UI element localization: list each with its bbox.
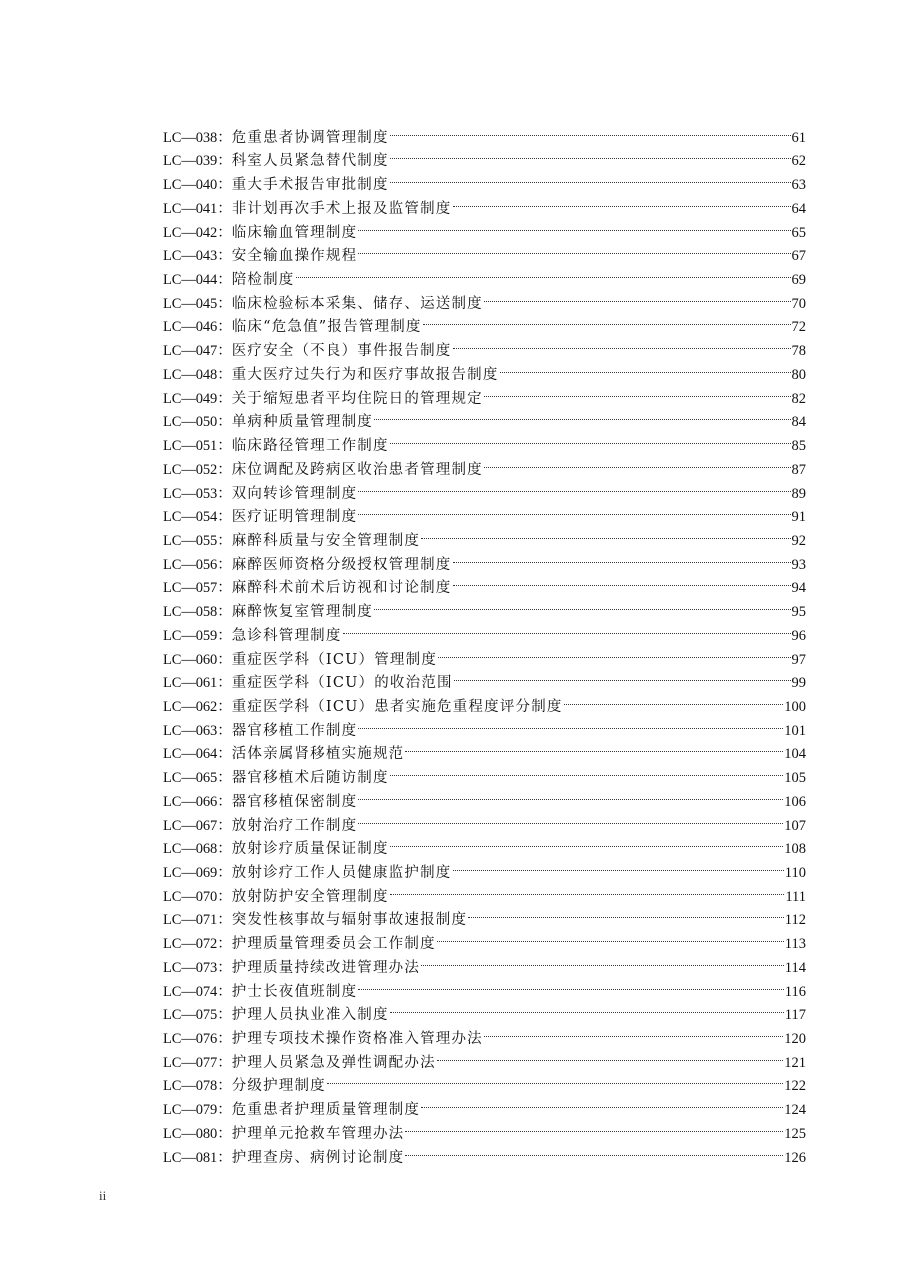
toc-entry-title: 麻醉恢复室管理制度 [231, 604, 373, 621]
toc-dot-leader [390, 877, 785, 901]
toc-entry-separator: ： [217, 1031, 232, 1048]
toc-entry-code: LC—077 [163, 1054, 218, 1071]
toc-entry-page-number: 72 [791, 319, 806, 336]
toc-entry-separator: ： [217, 1078, 232, 1095]
toc-entry-code: LC—067 [163, 817, 218, 834]
toc-entry-page-number: 99 [791, 675, 806, 692]
toc-entry-separator: ： [217, 936, 232, 953]
toc-entry-page-number: 92 [791, 532, 806, 549]
toc-entry-page-number: 114 [784, 959, 806, 976]
toc-entry-title: 非计划再次手术上报及监管制度 [231, 200, 452, 217]
toc-entry-title: 陪检制度 [231, 272, 295, 289]
toc-entry-separator: ： [217, 817, 232, 834]
toc-entry-code: LC—076 [163, 1031, 218, 1048]
toc-dot-leader [374, 403, 791, 427]
toc-dot-leader [453, 189, 791, 213]
toc-entry-separator: ： [217, 438, 232, 455]
toc-entry-separator: ： [217, 461, 232, 478]
toc-entry-title: 放射诊疗工作人员健康监护制度 [231, 865, 452, 881]
toc-entry-code: LC—046 [163, 319, 218, 336]
toc-entry-title: 放射防护安全管理制度 [231, 888, 389, 905]
toc-entry-code: LC—072 [163, 936, 218, 953]
toc-entry-page-number: 87 [791, 461, 806, 478]
toc-entry-page-number: 104 [784, 746, 806, 763]
toc-entry-title: 双向转诊管理制度 [231, 485, 358, 502]
toc-dot-leader [358, 972, 783, 996]
toc-entry-title: 临床路径管理工作制度 [231, 438, 389, 455]
toc-entry-page-number: 63 [791, 177, 806, 194]
toc-entry-page-number: 80 [791, 366, 806, 383]
toc-entry-code: LC—075 [163, 1007, 218, 1024]
toc-entry-page-number: 122 [784, 1078, 806, 1095]
toc-entry-page-number: 93 [791, 556, 806, 573]
toc-entry-page-number: 85 [791, 438, 806, 455]
toc-entry-page-number: 67 [791, 248, 806, 265]
toc-dot-leader [421, 521, 790, 545]
toc-dot-leader [421, 948, 784, 972]
toc-entry-code: LC—073 [163, 959, 218, 976]
toc-entry-code: LC—065 [163, 770, 218, 787]
toc-entry-page-number: 105 [784, 770, 806, 787]
toc-dot-leader [390, 118, 791, 142]
toc-entry-code: LC—054 [163, 509, 218, 526]
toc-entry-page-number: 116 [784, 983, 806, 1000]
toc-entry-separator: ： [217, 1125, 232, 1142]
toc-dot-leader [484, 379, 791, 403]
toc-entry-code: LC—070 [163, 888, 218, 905]
toc-dot-leader [358, 806, 783, 830]
toc-entry-code: LC—066 [163, 793, 218, 810]
toc-entry-title: 放射治疗工作制度 [231, 817, 358, 834]
toc-entry-code: LC—071 [163, 912, 218, 929]
toc-entry-separator: ： [217, 509, 232, 526]
toc-dot-leader [453, 569, 791, 593]
toc-entry-code: LC—080 [163, 1125, 218, 1142]
toc-entry-separator: ： [217, 722, 232, 739]
toc-entry-title: 护理专项技术操作资格准入管理办法 [231, 1031, 483, 1048]
toc-entry-separator: ： [217, 1149, 232, 1166]
toc-entry-page-number: 117 [784, 1007, 806, 1024]
toc-entry-title: 护士长夜值班制度 [231, 983, 358, 1000]
toc-entry-page-number: 113 [784, 936, 806, 953]
toc-entry-separator: ： [217, 746, 232, 763]
toc-entry-separator: ： [217, 272, 232, 289]
toc-entry-separator: ： [217, 414, 232, 431]
toc-entry-separator: ： [217, 556, 232, 573]
toc-dot-leader [484, 450, 791, 474]
toc-dot-leader [358, 711, 783, 735]
toc-dot-leader [438, 640, 790, 664]
toc-entry-title: 重症医学科（ICU）患者实施危重程度评分制度 [231, 698, 563, 715]
toc-entry-title: 临床检验标本采集、储存、运送制度 [231, 295, 483, 312]
toc-entry-separator: ： [217, 888, 232, 905]
toc-dot-leader [296, 260, 791, 284]
toc-dot-leader [454, 664, 791, 688]
toc-dot-leader [500, 355, 791, 379]
toc-dot-leader [358, 213, 790, 237]
toc-entry-title: 重症医学科（ICU）的收治范围 [231, 675, 453, 692]
toc-entry-title: 急诊科管理制度 [231, 627, 342, 644]
toc-entry-separator: ： [217, 224, 232, 241]
toc-entry-title: 放射诊疗质量保证制度 [231, 841, 389, 858]
toc-entry-title: 临床“危急值”报告管理制度 [231, 319, 422, 336]
toc-dot-leader [423, 308, 791, 332]
toc-entry-title: 医疗安全（不良）事件报告制度 [231, 343, 452, 360]
toc-dot-leader [390, 426, 791, 450]
toc-entry-code: LC—050 [163, 414, 218, 431]
toc-dot-leader [421, 1090, 783, 1114]
toc-entry-separator: ： [217, 983, 232, 1000]
toc-dot-leader [343, 616, 791, 640]
toc-entry-title: 护理人员紧急及弹性调配办法 [231, 1054, 436, 1071]
toc-entry-code: LC—043 [163, 248, 218, 265]
toc-entry-separator: ： [217, 793, 232, 810]
toc-entry-page-number: 95 [791, 604, 806, 621]
toc-entry-code: LC—060 [163, 651, 218, 668]
table-of-contents [163, 118, 806, 1166]
toc-entry-separator: ： [217, 343, 232, 360]
toc-entry-code: LC—057 [163, 580, 218, 597]
toc-dot-leader [437, 1043, 783, 1067]
toc-entry-code: LC—064 [163, 746, 218, 763]
toc-entry-title: 医疗证明管理制度 [231, 509, 358, 526]
toc-entry-separator: ： [217, 698, 232, 715]
toc-entry-title: 科室人员紧急替代制度 [231, 153, 389, 170]
toc-entry-title: 单病种质量管理制度 [231, 414, 373, 431]
toc-entry-separator: ： [217, 865, 232, 881]
toc-entry-code: LC—040 [163, 177, 218, 194]
toc-entry-separator: ： [217, 366, 232, 383]
toc-entry-code: LC—045 [163, 295, 218, 312]
toc-entry-code: LC—056 [163, 556, 218, 573]
toc-entry-title: 护理质量管理委员会工作制度 [231, 936, 436, 953]
toc-entry-title: 危重患者护理质量管理制度 [231, 1102, 421, 1119]
toc-entry-page-number: 97 [791, 651, 806, 668]
toc-entry-code: LC—048 [163, 366, 218, 383]
toc-entry-title: 护理人员执业准入制度 [231, 1007, 389, 1024]
toc-entry-title: 危重患者协调管理制度 [231, 129, 389, 146]
toc-entry-page-number: 126 [784, 1149, 806, 1166]
toc-entry-code: LC—078 [163, 1078, 218, 1095]
toc-dot-leader [374, 592, 791, 616]
toc-entry-code: LC—059 [163, 627, 218, 644]
toc-entry-separator: ： [217, 390, 232, 407]
toc-entry-code: LC—068 [163, 841, 218, 858]
toc-entry-page-number: 120 [784, 1031, 806, 1048]
toc-entry-page-number: 107 [784, 817, 806, 834]
toc-entry-code: LC—069 [163, 865, 218, 881]
toc-entry-separator: ： [217, 248, 232, 265]
toc-entry-separator: ： [217, 1102, 232, 1119]
toc-entry-code: LC—061 [163, 675, 218, 692]
toc-entry-title: 护理质量持续改进管理办法 [231, 959, 421, 976]
toc-dot-leader [437, 924, 784, 948]
toc-entry-page-number: 84 [791, 414, 806, 431]
toc-entry-separator: ： [217, 295, 232, 312]
toc-dot-leader [453, 331, 791, 355]
toc-entry-page-number: 82 [791, 390, 806, 407]
toc-entry-code: LC—041 [163, 200, 218, 217]
toc-entry-page-number: 125 [784, 1125, 806, 1142]
toc-dot-leader [484, 1019, 783, 1043]
toc-entry-separator: ： [217, 1007, 232, 1024]
toc-entry-title: 护理查房、病例讨论制度 [231, 1149, 405, 1166]
toc-dot-leader [390, 142, 791, 166]
toc-entry-title: 护理单元抢救车管理办法 [231, 1125, 405, 1142]
toc-dot-leader [358, 237, 790, 261]
toc-entry-title: 重症医学科（ICU）管理制度 [231, 651, 438, 668]
toc-entry-code: LC—039 [163, 153, 218, 170]
toc-dot-leader [358, 782, 783, 806]
toc-entry-separator: ： [217, 841, 232, 858]
toc-entry-separator: ： [217, 319, 232, 336]
toc-entry[interactable] [163, 118, 806, 146]
toc-entry-separator: ： [217, 485, 232, 502]
toc-entry-separator: ： [217, 770, 232, 787]
toc-dot-leader [484, 284, 791, 308]
toc-entry-code: LC—055 [163, 532, 218, 549]
page-number: ii [99, 1188, 107, 1203]
toc-entry-page-number: 111 [785, 888, 806, 905]
toc-entry-page-number: 94 [791, 580, 806, 597]
toc-entry-title: 安全输血操作规程 [231, 248, 358, 265]
toc-entry-code: LC—038 [163, 129, 218, 146]
toc-entry-title: 器官移植保密制度 [231, 793, 358, 810]
toc-entry-page-number: 96 [791, 627, 806, 644]
toc-entry-page-number: 64 [791, 200, 806, 217]
toc-entry-title: 麻醉科质量与安全管理制度 [231, 532, 421, 549]
toc-entry-title: 分级护理制度 [231, 1078, 326, 1095]
toc-entry-code: LC—052 [163, 461, 218, 478]
toc-dot-leader [405, 1114, 783, 1138]
toc-entry-code: LC—049 [163, 390, 218, 407]
toc-entry-title: 重大医疗过失行为和医疗事故报告制度 [231, 366, 499, 383]
toc-entry-separator: ： [217, 604, 232, 621]
toc-entry-separator: ： [217, 627, 232, 644]
toc-entry-page-number: 61 [791, 129, 806, 146]
toc-dot-leader [453, 853, 784, 877]
toc-entry-code: LC—042 [163, 224, 218, 241]
toc-entry-separator: ： [217, 580, 232, 597]
toc-entry-code: LC—081 [163, 1149, 218, 1166]
toc-entry-title: 临床输血管理制度 [231, 224, 358, 241]
toc-entry-separator: ： [217, 153, 232, 170]
toc-entry-title: 器官移植术后随访制度 [231, 770, 389, 787]
toc-entry-title: 重大手术报告审批制度 [231, 177, 389, 194]
toc-entry-code: LC—062 [163, 698, 218, 715]
toc-entry-separator: ： [217, 177, 232, 194]
toc-dot-leader [564, 687, 784, 711]
toc-entry-code: LC—074 [163, 983, 218, 1000]
toc-entry-page-number: 112 [784, 912, 806, 929]
toc-dot-leader [390, 165, 791, 189]
toc-entry-title: 活体亲属肾移植实施规范 [231, 746, 405, 763]
toc-entry-title: 关于缩短患者平均住院日的管理规定 [231, 390, 483, 407]
toc-entry-title: 突发性核事故与辐射事故速报制度 [231, 912, 468, 929]
toc-entry-page-number: 91 [791, 509, 806, 526]
toc-entry-separator: ： [217, 651, 232, 668]
toc-entry-page-number: 69 [791, 272, 806, 289]
toc-entry-page-number: 124 [784, 1102, 806, 1119]
toc-entry-code: LC—044 [163, 272, 218, 289]
toc-entry-separator: ： [217, 1054, 232, 1071]
toc-entry-code: LC—058 [163, 604, 218, 621]
toc-entry-page-number: 89 [791, 485, 806, 502]
toc-dot-leader [405, 1138, 783, 1162]
toc-dot-leader [468, 901, 784, 925]
toc-dot-leader [358, 498, 790, 522]
toc-entry-page-number: 78 [791, 343, 806, 360]
toc-entry-code: LC—047 [163, 343, 218, 360]
toc-entry-page-number: 65 [791, 224, 806, 241]
toc-entry-separator: ： [217, 532, 232, 549]
toc-entry-page-number: 70 [791, 295, 806, 312]
toc-entry-title: 麻醉科术前术后访视和讨论制度 [231, 580, 452, 597]
toc-entry-separator: ： [217, 200, 232, 217]
toc-entry-separator: ： [217, 912, 232, 929]
toc-entry-page-number: 100 [784, 698, 806, 715]
toc-entry-page-number: 106 [784, 793, 806, 810]
toc-dot-leader [390, 830, 784, 854]
toc-entry-code: LC—051 [163, 438, 218, 455]
toc-dot-leader [327, 1067, 783, 1091]
toc-entry-title: 麻醉医师资格分级授权管理制度 [231, 556, 452, 573]
toc-dot-leader [405, 735, 783, 759]
toc-entry-title: 床位调配及跨病区收治患者管理制度 [231, 461, 483, 478]
toc-entry-page-number: 110 [784, 865, 806, 881]
toc-entry-page-number: 121 [784, 1054, 806, 1071]
toc-entry-separator: ： [217, 959, 232, 976]
toc-entry-page-number: 101 [784, 722, 806, 739]
toc-entry-title: 器官移植工作制度 [231, 722, 358, 739]
toc-entry-code: LC—053 [163, 485, 218, 502]
toc-dot-leader [358, 474, 790, 498]
toc-entry-page-number: 108 [784, 841, 806, 858]
toc-dot-leader [390, 758, 784, 782]
toc-entry-code: LC—063 [163, 722, 218, 739]
toc-entry-page-number: 62 [791, 153, 806, 170]
toc-dot-leader [453, 545, 791, 569]
toc-entry-code: LC—079 [163, 1102, 218, 1119]
toc-entry-separator: ： [217, 129, 232, 146]
toc-dot-leader [390, 996, 784, 1020]
toc-entry-separator: ： [217, 675, 232, 692]
